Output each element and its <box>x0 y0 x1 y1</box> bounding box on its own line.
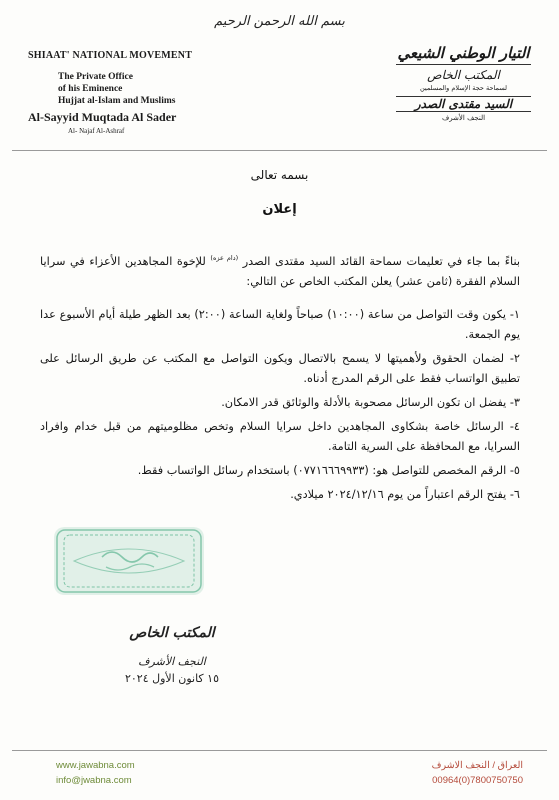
announcement-body <box>40 248 520 509</box>
document-title: إعلان <box>262 202 297 217</box>
place-ar: النجف الأشرف <box>441 114 486 122</box>
signature-office: المكتب الخاص <box>129 625 215 641</box>
office-line-3: Hujjat al-Islam and Muslims <box>58 96 176 106</box>
footer-contact-web <box>56 758 135 788</box>
footer-location: العراق / النجف الاشرف <box>431 760 523 771</box>
signature-place: النجف الأشرف <box>138 655 206 668</box>
honorific-ar: لسماحة حجة الإسلام والمسلمين <box>419 84 508 92</box>
footer-email[interactable]: info@jwabna.com <box>56 775 132 786</box>
basmala: بسم الله الرحمن الرحيم <box>214 14 345 29</box>
header-divider <box>12 150 547 151</box>
office-name-ar: المكتب الخاص <box>427 68 500 82</box>
list-item: ٢- لضمان الحقوق ولأهميتها لا يسمح بالاتصال ويكون التواصل مع المكتب عن طريق الرسائل على تطبيق الواتساب فقط على الرقم المدرج أدناه. <box>40 351 520 385</box>
intro-rest: للإخوة المجاهدين الأعزاء في سرايا السلام الفقرة (ثامن عشر) يعلن المكتب الخاص عن التالي: <box>40 254 520 288</box>
list-item: ٥- الرقم المخصص للتواصل هو: (٠٧٧١٦٦٦٩٩٣٣) باستخدام رسائل الواتساب فقط. <box>137 463 520 477</box>
list-item: ٦- يفتح الرقم اعتباراً من يوم ٢٠٢٤/١٢/١٦ ميلادي. <box>290 487 520 501</box>
office-line-1: The Private Office <box>58 72 133 82</box>
footer-phone: 00964(0)7800750750 <box>432 775 523 786</box>
announcement-items <box>40 305 520 505</box>
footer-contact-address <box>432 758 523 788</box>
footer-divider <box>12 750 547 751</box>
intro-main: بناءً بما جاء في تعليمات سماحة القائد السيد مقتدى الصدر <box>242 254 520 268</box>
intro-paragraph <box>40 248 520 292</box>
place-en: Al- Najaf Al-Ashraf <box>68 127 125 135</box>
org-name-en: SHIAAT' NATIONAL MOVEMENT <box>28 50 193 61</box>
signature-block <box>112 625 232 685</box>
intro-honorific-note: (دام عزه) <box>210 254 239 262</box>
footer-website[interactable]: www.jawabna.com <box>56 760 135 771</box>
org-name-ar: التيار الوطني الشيعي <box>396 44 531 65</box>
letterhead-arabic <box>396 44 531 122</box>
office-stamp <box>54 527 204 595</box>
list-item: ١- يكون وقت التواصل من ساعة (١٠:٠٠) صباحاً ولغاية الساعة (٢:٠٠) بعد الظهر طيلة أيام الأسبوع عدا يوم الجمعة. <box>40 307 520 341</box>
office-line-2: of his Eminence <box>58 84 123 94</box>
signature-date: ١٥ كانون الأول ٢٠٢٤ <box>124 672 219 685</box>
letterhead-english <box>28 50 218 135</box>
list-item: ٣- يفضل ان تكون الرسائل مصحوبة بالأدلة والوثائق قدر الامكان. <box>221 395 520 409</box>
person-name-ar: السيد مقتدى الصدر <box>396 96 531 112</box>
office-title-en <box>28 71 218 107</box>
list-item: ٤- الرسائل خاصة بشكاوى المجاهدين داخل سرايا السلام وتخص مظلوميتهم من قبل خدام وافراد السرايا، مع المحافظة على السرية التامة. <box>40 419 520 453</box>
person-name-en: Al-Sayyid Muqtada Al Sader <box>28 110 177 124</box>
document-heading: بسمه تعالى <box>250 168 309 182</box>
